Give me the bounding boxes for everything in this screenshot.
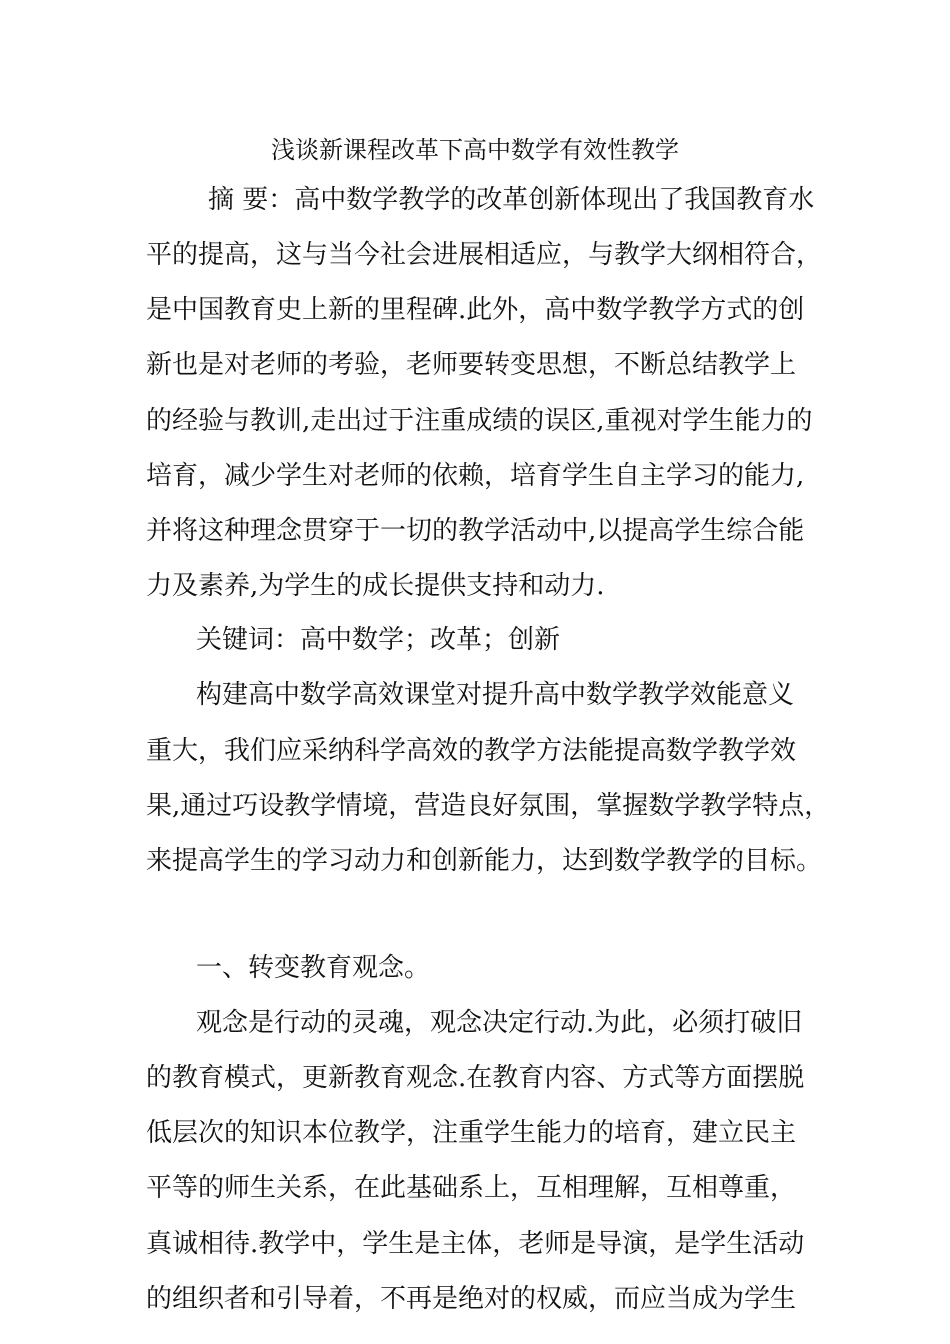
intro-line: 构建高中数学高效课堂对提升高中数学教学效能意义 bbox=[196, 680, 795, 710]
keywords-line: 关键词：高中数学；改革；创新 bbox=[196, 625, 561, 655]
document-title: 浅谈新课程改革下高中数学有效性教学 bbox=[271, 136, 679, 164]
section1-line: 真诚相待.教学中，学生是主体，老师是导演，是学生活动 bbox=[146, 1229, 805, 1259]
section-heading: 一、转变教育观念。 bbox=[196, 953, 431, 983]
section1-line: 低层次的知识本位教学，注重学生能力的培育，建立民主 bbox=[146, 1118, 797, 1148]
abstract-line: 的经验与教训,走出过于注重成绩的误区,重视对学生能力的 bbox=[146, 406, 813, 436]
abstract-line: 并将这种理念贯穿于一切的教学活动中,以提高学生综合能 bbox=[146, 516, 805, 546]
abstract-line: 力及素养,为学生的成长提供支持和动力. bbox=[146, 571, 605, 601]
intro-line: 果,通过巧设教学情境，营造良好氛围，掌握数学教学特点， bbox=[146, 791, 831, 821]
section1-line: 平等的师生关系，在此基础系上，互相理解，互相尊重， bbox=[146, 1173, 797, 1203]
section1-line: 的教育模式，更新教育观念.在教育内容、方式等方面摆脱 bbox=[146, 1063, 805, 1093]
abstract-line: 培育，减少学生对老师的依赖，培育学生自主学习的能力, bbox=[146, 461, 805, 491]
section1-line: 的组织者和引导着，不再是绝对的权威，而应当成为学生 bbox=[146, 1284, 797, 1314]
abstract-line: 摘 要：高中数学教学的改革创新体现出了我国教育水 bbox=[208, 185, 815, 215]
abstract-line: 新也是对老师的考验，老师要转变思想，不断总结教学上 bbox=[146, 350, 797, 380]
abstract-line: 平的提高，这与当今社会进展相适应，与教学大纲相符合， bbox=[146, 240, 823, 270]
abstract-line: 是中国教育史上新的里程碑.此外，高中数学教学方式的创 bbox=[146, 295, 805, 325]
intro-line: 来提高学生的学习动力和创新能力，达到数学教学的目标。 bbox=[146, 846, 823, 876]
section1-line: 观念是行动的灵魂，观念决定行动.为此，必须打破旧 bbox=[196, 1008, 803, 1038]
intro-line: 重大，我们应采纳科学高效的教学方法能提高数学教学效 bbox=[146, 736, 797, 766]
